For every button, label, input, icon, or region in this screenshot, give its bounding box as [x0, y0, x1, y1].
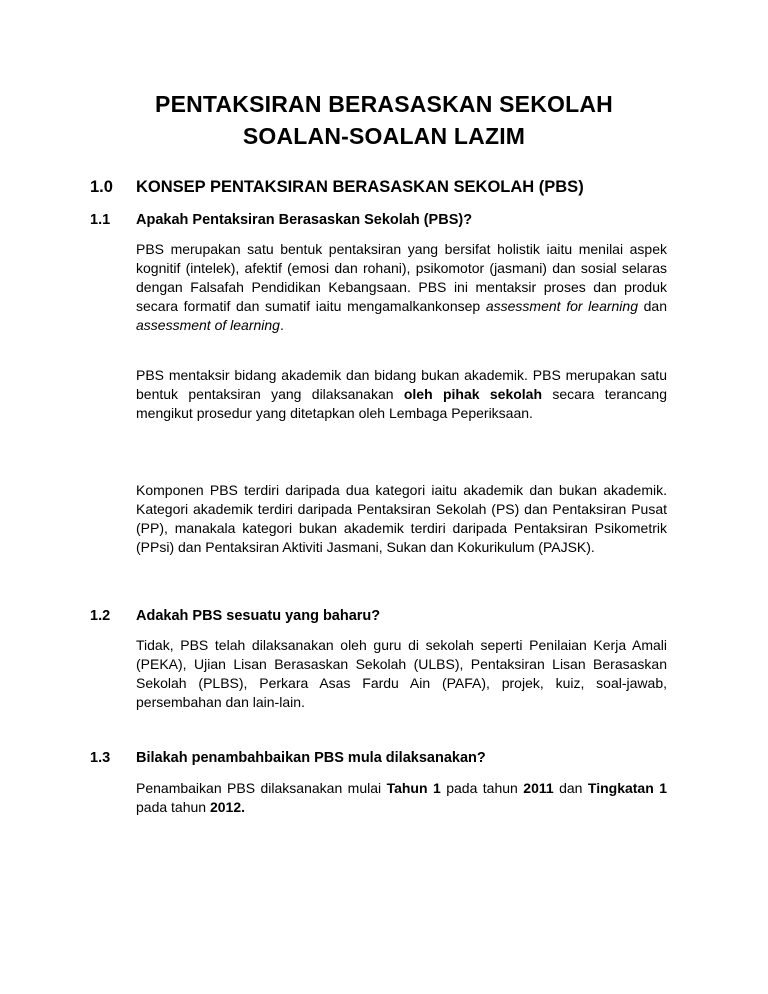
title-line-1: PENTAKSIRAN BERASASKAN SEKOLAH [155, 91, 613, 117]
answer-paragraph-2 [136, 366, 667, 423]
question-number: 1.3 [90, 750, 111, 766]
question-text: Apakah Pentaksiran Berasaskan Sekolah (PBS)? [136, 212, 473, 228]
section-number: 1.0 [90, 178, 113, 196]
question-text: Bilakah penambahbaikan PBS mula dilaksanakan? [136, 750, 486, 766]
document-title [0, 88, 768, 152]
section-title: KONSEP PENTAKSIRAN BERASASKAN SEKOLAH (PBS) [136, 178, 584, 196]
title-line-2: SOALAN-SOALAN LAZIM [242, 123, 526, 149]
paragraph-emphasis: assessment for learning [485, 298, 638, 314]
question-number: 1.2 [90, 608, 111, 624]
paragraph-text: secara terancang mengikut prosedur yang ditetapkan oleh Lembaga Peperiksaan. [136, 386, 667, 421]
paragraph-bold: Tingkatan 1 [587, 780, 667, 796]
paragraph-text: pada tahun [440, 780, 524, 796]
paragraph-bold: oleh pihak sekolah [403, 386, 543, 402]
question-text: Adakah PBS sesuatu yang baharu? [136, 608, 381, 624]
answer-paragraph-5 [136, 779, 667, 817]
paragraph-text: dan [553, 780, 588, 796]
paragraph-text: dan [638, 298, 668, 314]
paragraph-text: . [279, 317, 284, 333]
paragraph-text: Penambaikan PBS dilaksanakan mulai [136, 780, 387, 796]
answer-paragraph-3 [136, 481, 667, 557]
answer-paragraph-1 [136, 240, 667, 335]
paragraph-text: Tidak, PBS telah dilaksanakan oleh guru di sekolah seperti Penilaian Kerja Amali (PEKA), Ujian Lisan Berasaskan Sekolah (ULBS), Pentaksiran Lisan Berasaskan Sekolah (PLBS), Perkara Asas Fardu Ain (PAFA), projek, kuiz, soal-jawab, persembahan dan lain-lain. [136, 637, 667, 710]
paragraph-text: PBS mentaksir bidang akademik dan bidang bukan akademik. PBS merupakan satu bentuk pentaksiran yang dilaksanakan [136, 367, 667, 402]
answer-paragraph-4 [136, 636, 667, 712]
paragraph-bold: Tahun 1 [386, 780, 441, 796]
paragraph-text: Komponen PBS terdiri daripada dua kategori iaitu akademik dan bukan akademik. Kategori akademik terdiri daripada Pentaksiran Sekolah (PS) dan Pentaksiran Pusat (PP), manakala kategori bukan akademik terdiri daripada Pentaksiran Psikometrik (PPsi) dan Pentaksiran Aktiviti Jasmani, Sukan dan Kokurikulum (PAJSK). [136, 482, 667, 555]
paragraph-emphasis: assessment of learning [136, 317, 280, 333]
paragraph-bold: 2011 [523, 780, 554, 796]
question-number: 1.1 [90, 212, 111, 228]
paragraph-text: pada tahun [136, 799, 210, 815]
paragraph-bold: 2012. [209, 799, 246, 815]
paragraph-text: PBS merupakan satu bentuk pentaksiran yang bersifat holistik iaitu menilai aspek kognitif (intelek), afektif (emosi dan rohani), psikomotor (jasmani) dan sosial selaras dengan Falsafah Pendidikan Kebangsaan. PBS ini mentaksir proses dan produk secara formatif dan sumatif iaitu mengamalkankonsep [136, 241, 667, 314]
